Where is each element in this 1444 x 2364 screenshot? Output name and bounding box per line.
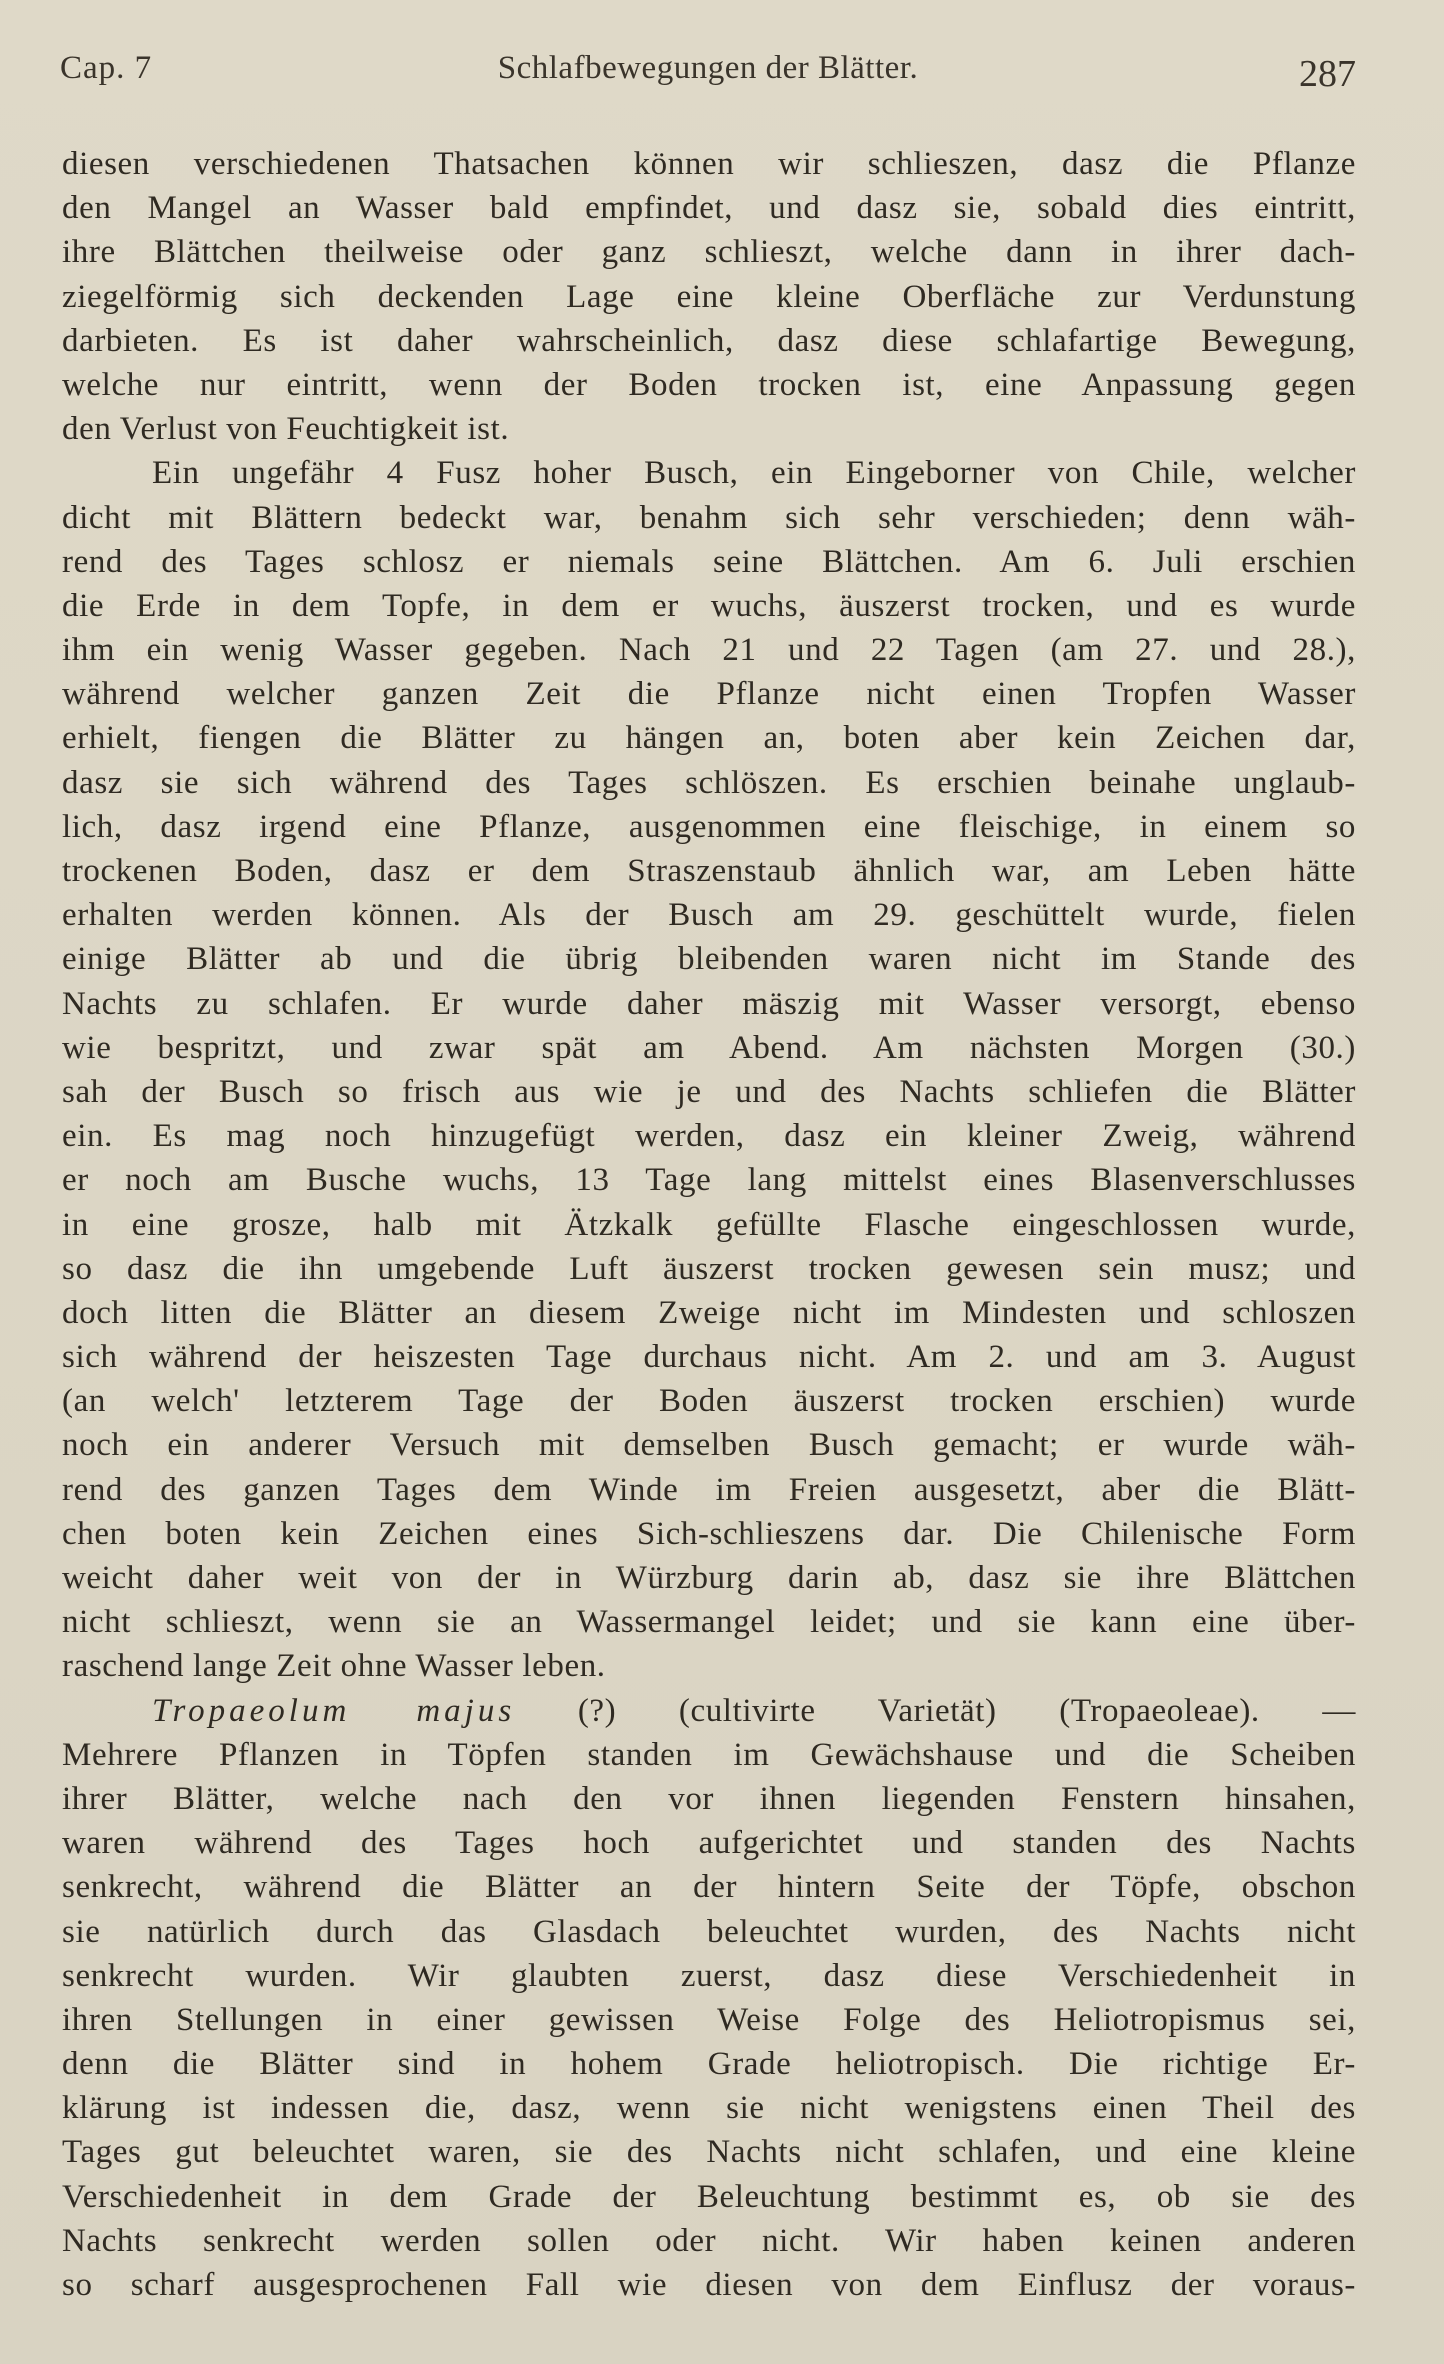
- text-line: Nachts senkrecht werden sollen oder nicht. Wir haben keinen anderen: [62, 2222, 1356, 2259]
- text-line: darbieten. Es ist daher wahrscheinlich, dasz diese schlafartige Bewegung,: [62, 322, 1356, 359]
- text-line: Nachts zu schlafen. Er wurde daher mäszig mit Wasser versorgt, ebenso: [62, 985, 1356, 1022]
- text-line: waren während des Tages hoch aufgerichtet und standen des Nachts: [62, 1825, 1356, 1862]
- text-line: doch litten die Blätter an diesem Zweige nicht im Mindesten und schloszen: [62, 1294, 1356, 1331]
- text-line: die Erde in dem Topfe, in dem er wuchs, äuszerst trocken, und es wurde: [62, 587, 1356, 624]
- text-line: senkrecht, während die Blätter an der hintern Seite der Töpfe, obschon: [62, 1869, 1356, 1906]
- text-line: einige Blätter ab und die übrig bleibenden waren nicht im Stande des: [62, 941, 1356, 978]
- text-line: dasz sie sich während des Tages schlöszen. Es erschien beinahe unglaub-: [62, 764, 1356, 801]
- text-line: dicht mit Blättern bedeckt war, benahm sich sehr verschieden; denn wäh-: [62, 499, 1356, 536]
- text-line: ihm ein wenig Wasser gegeben. Nach 21 und 22 Tagen (am 27. und 28.),: [62, 632, 1356, 669]
- body-text: [62, 142, 1356, 2307]
- text-line: (an welch' letzterem Tage der Boden äuszerst trocken erschien) wurde: [62, 1383, 1356, 1420]
- text-line: Mehrere Pflanzen in Töpfen standen im Gewächshause und die Scheiben: [62, 1736, 1356, 1773]
- page-header: [60, 48, 1356, 96]
- text-line: weicht daher weit von der in Würzburg darin ab, dasz sie ihre Blättchen: [62, 1560, 1356, 1596]
- text-line: ihrer Blätter, welche nach den vor ihnen liegenden Fenstern hinsahen,: [62, 1780, 1356, 1817]
- text-line: so dasz die ihn umgebende Luft äuszerst trocken gewesen sein musz; und: [62, 1250, 1356, 1287]
- species-line-rest: (?) (cultivirte Varietät) (Tropaeoleae). —: [577, 1692, 1356, 1729]
- text-line: in eine grosze, halb mit Ätzkalk gefüllte Flasche eingeschlossen wurde,: [62, 1206, 1356, 1243]
- text-line: senkrecht wurden. Wir glaubten zuerst, dasz diese Verschiedenheit in: [62, 1957, 1356, 1994]
- running-title: Schlafbewegungen der Blätter.: [497, 50, 919, 86]
- text-line: Tages gut beleuchtet waren, sie des Nachts nicht schlafen, und eine kleine: [62, 2134, 1356, 2171]
- text-line: Verschiedenheit in dem Grade der Beleuchtung bestimmt es, ob sie des: [62, 2178, 1356, 2215]
- text-line: denn die Blätter sind in hohem Grade heliotropisch. Die richtige Er-: [62, 2046, 1356, 2083]
- text-line: klärung ist indessen die, dasz, wenn sie nicht wenigstens einen Theil des: [62, 2090, 1356, 2127]
- text-line: raschend lange Zeit ohne Wasser leben.: [62, 1648, 606, 1685]
- text-line: welche nur eintritt, wenn der Boden trocken ist, eine Anpassung gegen: [62, 366, 1356, 403]
- text-line: sah der Busch so frisch aus wie je und des Nachts schliefen die Blätter: [62, 1073, 1356, 1110]
- text-line: so scharf ausgesprochenen Fall wie diesen von dem Einflusz der voraus-: [62, 2267, 1356, 2303]
- text-line: noch ein anderer Versuch mit demselben Busch gemacht; er wurde wäh-: [62, 1427, 1356, 1464]
- page-number: 287: [1299, 53, 1356, 95]
- text-line: während welcher ganzen Zeit die Pflanze nicht einen Tropfen Wasser: [62, 676, 1356, 713]
- text-line: rend des Tages schlosz er niemals seine Blättchen. Am 6. Juli erschien: [62, 543, 1356, 580]
- text-line: sie natürlich durch das Glasdach beleuchtet wurden, des Nachts nicht: [62, 1913, 1356, 1950]
- text-line: chen boten kein Zeichen eines Sich-schlieszens dar. Die Chilenische Form: [62, 1515, 1356, 1552]
- text-line: den Verlust von Feuchtigkeit ist.: [62, 411, 510, 448]
- text-line: Ein ungefähr 4 Fusz hoher Busch, ein Eingeborner von Chile, welcher: [152, 455, 1356, 492]
- text-line: sich während der heiszesten Tage durchaus nicht. Am 2. und am 3. August: [62, 1339, 1356, 1376]
- text-line: nicht schlieszt, wenn sie an Wassermangel leidet; und sie kann eine über-: [62, 1604, 1356, 1641]
- species-name: Tropaeolum majus: [152, 1692, 516, 1729]
- text-line: er noch am Busche wuchs, 13 Tage lang mittelst eines Blasenverschlusses: [62, 1162, 1356, 1199]
- text-line: wie bespritzt, und zwar spät am Abend. Am nächsten Morgen (30.): [62, 1029, 1356, 1066]
- text-line: erhielt, fiengen die Blätter zu hängen an, boten aber kein Zeichen dar,: [62, 720, 1356, 757]
- text-line: ihren Stellungen in einer gewissen Weise Folge des Heliotropismus sei,: [62, 2001, 1356, 2038]
- chapter-label: Cap. 7: [60, 50, 153, 86]
- species-line: [62, 1689, 1356, 1733]
- text-line: rend des ganzen Tages dem Winde im Freien ausgesetzt, aber die Blätt-: [62, 1471, 1356, 1508]
- text-line: den Mangel an Wasser bald empfindet, und dasz sie, sobald dies eintritt,: [62, 190, 1356, 227]
- text-line: ein. Es mag noch hinzugefügt werden, dasz ein kleiner Zweig, während: [62, 1118, 1356, 1155]
- text-line: diesen verschiedenen Thatsachen können wir schlieszen, dasz die Pflanze: [62, 146, 1356, 182]
- text-line: lich, dasz irgend eine Pflanze, ausgenommen eine fleischige, in einem so: [62, 808, 1356, 845]
- text-line: erhalten werden können. Als der Busch am 29. geschüttelt wurde, fielen: [62, 897, 1356, 934]
- text-line: trockenen Boden, dasz er dem Straszenstaub ähnlich war, am Leben hätte: [62, 853, 1356, 889]
- text-line: ihre Blättchen theilweise oder ganz schlieszt, welche dann in ihrer dach-: [62, 234, 1356, 271]
- text-line: ziegelförmig sich deckenden Lage eine kleine Oberfläche zur Verdunstung: [62, 278, 1356, 315]
